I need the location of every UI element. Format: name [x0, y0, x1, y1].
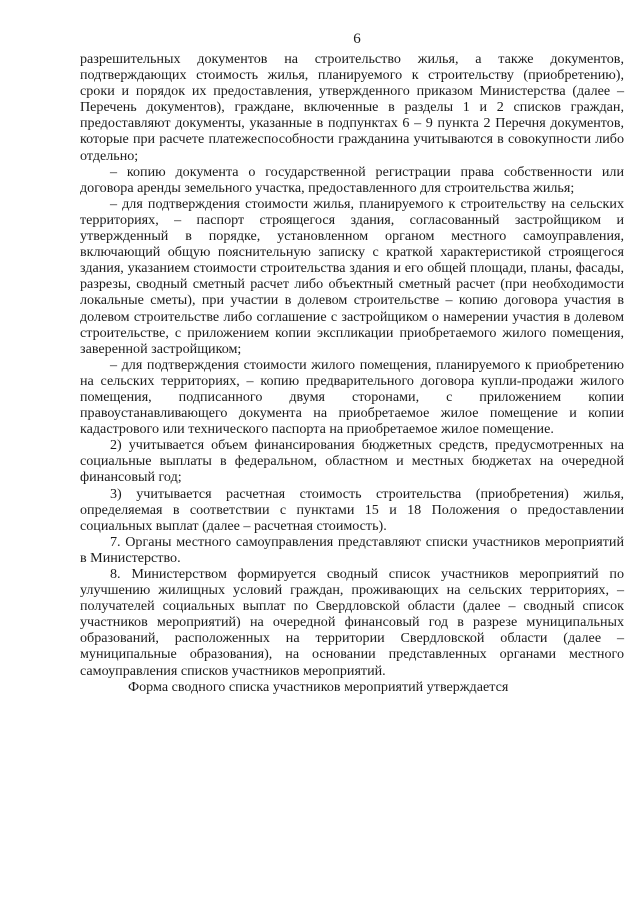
page-number: 6: [353, 31, 361, 47]
paragraph: 2) учитывается объем финансирования бюджетных средств, предусмотренных на социальные выплаты в федеральном, областном и местных бюджетах на очередной финансовый год;: [80, 437, 624, 486]
paragraph: – для подтверждения стоимости жилого помещения, планируемого к приобретению на сельских территориях, – копию предварительного договора купли-продажи жилого помещения, подписанного двумя сторонами, с приложением копии правоустанавливающего документа на приобретаемое жилое помещение и копии кадастрового или технического паспорта на приобретаемое жилое помещение.: [80, 356, 624, 438]
paragraph: разрешительных документов на строительство жилья, а также документов, подтверждающих стоимость жилья, планируемого к строительству (приобретению), сроки и порядок их предоставления, утвержденного приказом Министерства (далее – Перечень документов), граждане, включенные в разделы 1 и 2 списков граждан, предоставляют документы, указанные в подпунктах 6 – 9 пункта 2 Перечня документов, которые при расчете платежеспособности гражданина учитываются в совокупности либо отдельно;: [80, 51, 624, 164]
paragraph: 3) учитывается расчетная стоимость строительства (приобретения) жилья, определяемая в соответствии с пунктами 15 и 18 Положения о предоставлении социальных выплат (далее – расчетная стоимость).: [80, 485, 624, 534]
paragraph: 8. Министерством формируется сводный список участников мероприятий по улучшению жилищных условий граждан, проживающих на сельских территориях, – получателей социальных выплат по Свердловской области (далее – сводный список участников мероприятий) на очередной финансовый год в разрезе муниципальных образований, расположенных на территории Свердловской области (далее – муниципальные образования), на основании представленных органами местного самоуправления списков участников мероприятий.: [80, 566, 624, 679]
document-body: [80, 51, 624, 695]
paragraph: Форма сводного списка участников мероприятий утверждается: [128, 678, 509, 695]
paragraph: 7. Органы местного самоуправления представляют списки участников мероприятий в Министерство.: [80, 533, 624, 566]
paragraph: – копию документа о государственной регистрации права собственности или договора аренды земельного участка, предоставленного для строительства жилья;: [80, 163, 624, 196]
paragraph: – для подтверждения стоимости жилья, планируемого к строительству на сельских территориях, – паспорт строящегося здания, согласованный застройщиком и утвержденный в порядке, установленном органом местного самоуправления, включающий общую пояснительную записку с краткой характеристикой строящегося здания, указанием стоимости строительства здания и его общей площади, планы, фасады, разрезы, сводный сметный расчет либо объектный сметный расчет (при необходимости локальные сметы), при участии в долевом строительстве – копию договора участия в долевом строительстве либо соглашение с застройщиком о намерении участия в долевом строительстве, с приложением копии экспликации приобретаемого жилого помещения, заверенной застройщиком;: [80, 195, 624, 357]
